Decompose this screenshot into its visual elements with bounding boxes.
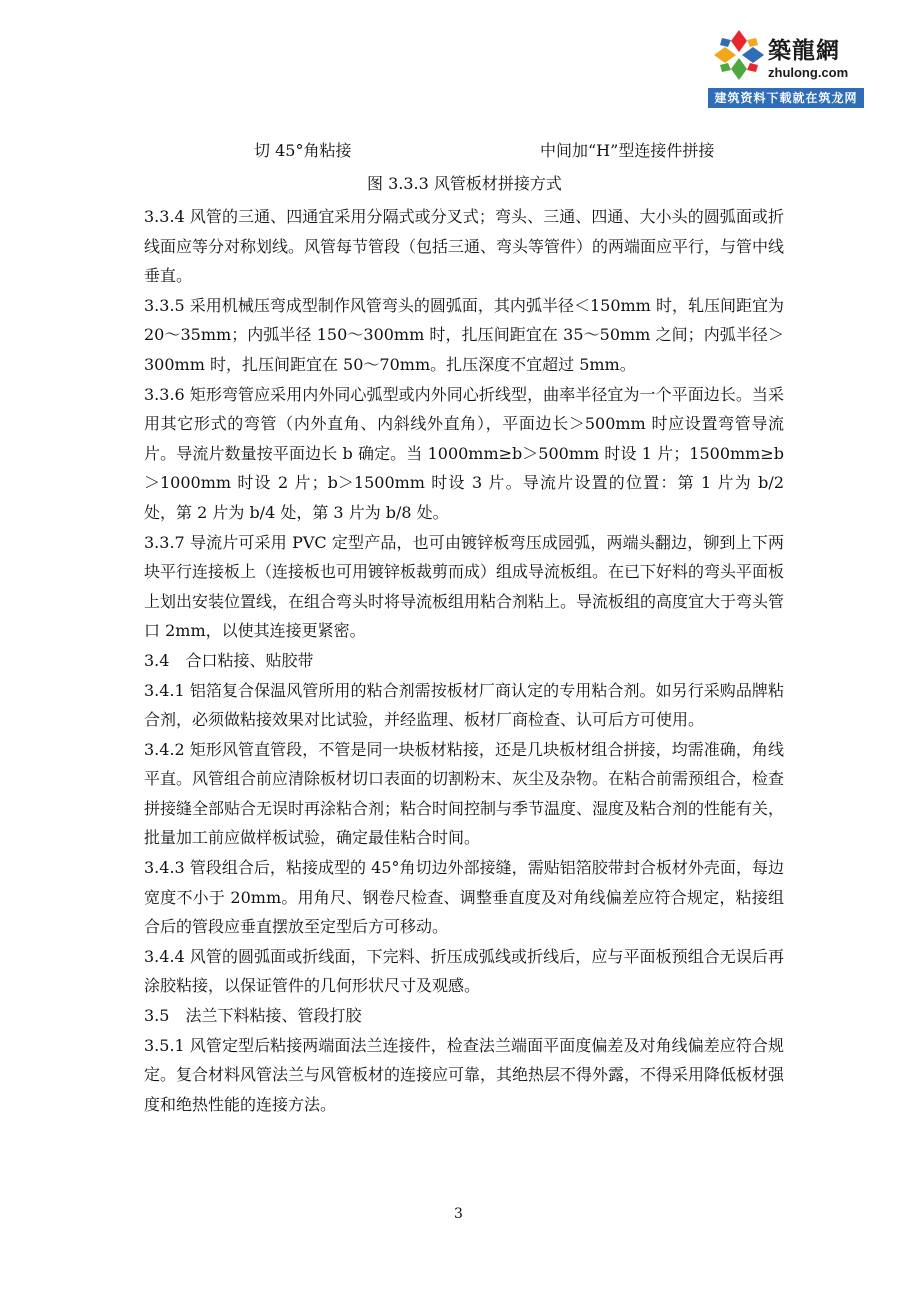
logo-url: zhulong.com <box>768 65 849 80</box>
logo-banner: 建筑资料下载就在筑龙网 <box>708 88 864 108</box>
section-heading-3-5: 3.5 法兰下料粘接、管段打胶 <box>144 1006 362 1026</box>
paragraph-3-3-6: 3.3.6 矩形弯管应采用内外同心弧型或内外同心折线型，曲率半径宜为一个平面边长。当采用其它形式的弯管（内外直角、内斜线外直角），平面边长＞500mm 时应设置弯管导流片。导流片数量按平面边长 b 确定。当 1000mm≥b＞500mm 时设 1 片；1500mm≥b＞1000mm 时设 2 片；b＞1500mm 时设 3 片。导流片设置的位置：第 1 片为 b/2 处，第 2 片为 b/4 处，第 3 片为 b/8 处。 <box>144 384 784 522</box>
paragraph-3-3-5: 3.3.5 采用机械压弯成型制作风管弯头的圆弧面，其内弧半径＜150mm 时，轧压间距宜为 20～35mm；内弧半径 150～300mm 时，扎压间距宜在 35～50mm 之间；内弧半径＞300mm 时，扎压间距宜在 50～70mm。扎压深度不宜超过 5mm。 <box>144 295 784 374</box>
paragraph-3-4-2: 3.4.2 矩形风管直管段，不管是同一块板材粘接，还是几块板材组合拼接，均需准确，角线平直。风管组合前应清除板材切口表面的切割粉末、灰尘及杂物。在粘合前需预组合，检查拼接缝全部贴合无误时再涂粘合剂；粘合时间控制与季节温度、湿度及粘合剂的性能有关，批量加工前应做样板试验，确定最佳粘合时间。 <box>144 739 785 848</box>
page-number: 3 <box>454 1206 463 1222</box>
figure-caption-right: 中间加“H”型连接件拼接 <box>540 141 715 160</box>
section-heading-3-4: 3.4 合口粘接、贴胶带 <box>144 650 314 670</box>
zhulong-logo-icon <box>712 28 766 82</box>
paragraph-3-4-1: 3.4.1 铝箔复合保温风管所用的粘合剂需按板材厂商认定的专用粘合剂。如另行采购品牌粘合剂，必须做粘接效果对比试验，并经监理、板材厂商检查、认可后方可使用。 <box>144 680 784 730</box>
paragraph-3-4-4: 3.4.4 风管的圆弧面或折线面，下完料、折压成弧线或折线后，应与平面板预组合无误后再涂胶粘接，以保证管件的几何形状尺寸及观感。 <box>144 946 784 996</box>
document-body <box>144 202 784 1119</box>
paragraph-3-3-4: 3.3.4 风管的三通、四通宜采用分隔式或分叉式；弯头、三通、四通、大小头的圆弧面或折线面应等分对称划线。风管每节管段（包括三通、弯头等管件）的两端面应平行，与管中线垂直。 <box>144 207 785 286</box>
figure-title: 图 3.3.3 风管板材拼接方式 <box>367 174 562 193</box>
logo-title: 築龍網 <box>768 38 840 64</box>
paragraph-3-5-1: 3.5.1 风管定型后粘接两端面法兰连接件，检查法兰端面平面度偏差及对角线偏差应符合规定。复合材料风管法兰与风管板材的连接应可靠，其绝热层不得外露，不得采用降低板材强度和绝热性能的连接方法。 <box>144 1035 785 1114</box>
zhulong-logo <box>708 22 864 110</box>
paragraph-3-4-3: 3.4.3 管段组合后，粘接成型的 45°角切边外部接缝，需贴铝箔胶带封合板材外壳面，每边宽度不小于 20mm。用角尺、钢卷尺检查、调整垂直度及对角线偏差应符合规定，粘接组合后的管段应垂直摆放至定型后方可移动。 <box>144 858 784 937</box>
figure-caption-left: 切 45°角粘接 <box>254 141 352 160</box>
paragraph-3-3-7: 3.3.7 导流片可采用 PVC 定型产品，也可由镀锌板弯压成园弧，两端头翻边，铆到上下两块平行连接板上（连接板也可用镀锌板裁剪而成）组成导流板组。在已下好料的弯头平面板上划出安装位置线，在组合弯头时将导流板组用粘合剂粘上。导流板组的高度宜大于弯头管口 2mm，以使其连接更紧密。 <box>144 532 785 641</box>
